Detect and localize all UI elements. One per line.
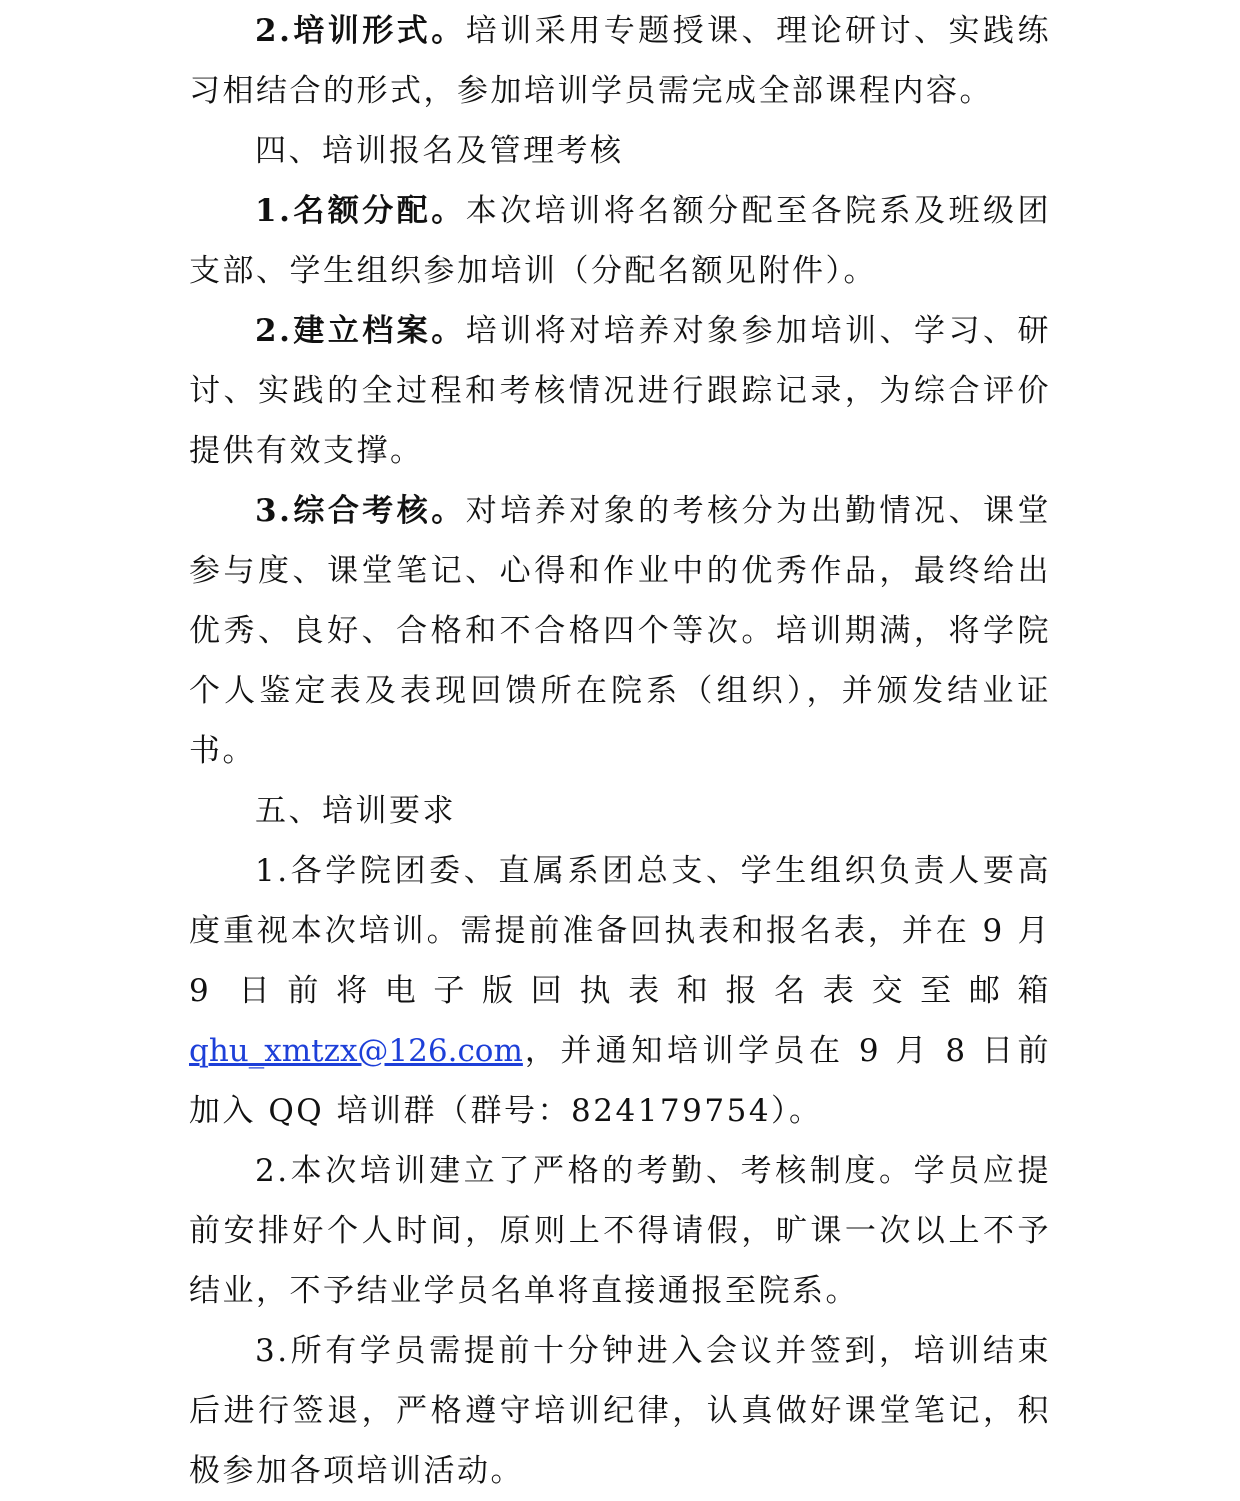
paragraph-comprehensive-assessment bbox=[189, 481, 1051, 781]
paragraph-text: 本次培训将名额分配至各院系及班级团支部、学生组织参加培训（分配名额见附件）。 bbox=[189, 193, 1051, 289]
paragraph-text: ，并通知培训学员在 9 月 8 日前加入 QQ 培训群（群号：824179754）。 bbox=[189, 1033, 1051, 1129]
paragraph-training-format bbox=[189, 1, 1051, 121]
paragraph-quota-allocation bbox=[189, 181, 1051, 301]
paragraph-text: 1.各学院团委、直属系团总支、学生组织负责人要高度重视本次培训。需提前准备回执表和报名表，并在 9 月 9 日前将电子版回执表和报名表交至邮箱 bbox=[189, 853, 1051, 1009]
paragraph-text: 培训采用专题授课、理论研讨、实践练习相结合的形式，参加培训学员需完成全部课程内容。 bbox=[189, 13, 1051, 109]
paragraph-text: 培训将对培养对象参加培训、学习、研讨、实践的全过程和考核情况进行跟踪记录，为综合评价提供有效支撑。 bbox=[189, 313, 1051, 469]
section-heading-registration: 四、培训报名及管理考核 bbox=[255, 133, 624, 169]
section-heading-requirements: 五、培训要求 bbox=[255, 793, 456, 829]
document-page bbox=[189, 0, 1051, 1501]
paragraph-requirement-3 bbox=[189, 1321, 1051, 1501]
paragraph-label: 3.综合考核。 bbox=[255, 493, 466, 529]
email-link[interactable]: qhu_xmtzx@126.com bbox=[189, 1033, 523, 1069]
paragraph-establish-records bbox=[189, 301, 1051, 481]
paragraph-label: 2.建立档案。 bbox=[255, 313, 466, 349]
paragraph-text: 对培养对象的考核分为出勤情况、课堂参与度、课堂笔记、心得和作业中的优秀作品，最终给出优秀、良好、合格和不合格四个等次。培训期满，将学院个人鉴定表及表现回馈所在院系（组织），并颁发结业证书。 bbox=[189, 493, 1051, 769]
paragraph-text: 3.所有学员需提前十分钟进入会议并签到，培训结束后进行签退，严格遵守培训纪律，认真做好课堂笔记，积极参加各项培训活动。 bbox=[189, 1333, 1051, 1489]
paragraph-label: 1.名额分配。 bbox=[255, 193, 466, 229]
paragraph-requirement-1 bbox=[189, 841, 1051, 1141]
paragraph-text: 2.本次培训建立了严格的考勤、考核制度。学员应提前安排好个人时间，原则上不得请假，旷课一次以上不予结业，不予结业学员名单将直接通报至院系。 bbox=[189, 1153, 1051, 1309]
paragraph-label: 2.培训形式。 bbox=[255, 13, 466, 49]
paragraph-requirement-2 bbox=[189, 1141, 1051, 1321]
